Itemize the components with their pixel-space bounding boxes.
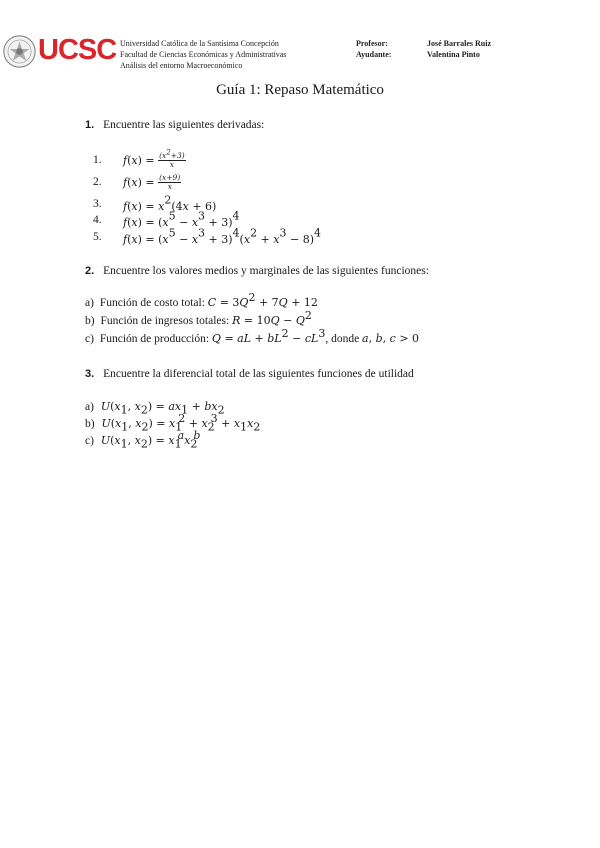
- ayudante-label: Ayudante:: [356, 50, 392, 59]
- item-text: Función de costo total:: [99, 297, 208, 309]
- question-text: Encuentre los valores medios y marginales de las siguientes funciones:: [103, 265, 429, 277]
- institution-block: [120, 38, 286, 71]
- derivative-1: f(x) = $\frac{(x^2+3)}{x}$: [123, 148, 185, 169]
- item-number: 3.: [93, 198, 102, 210]
- profesor-name: José Barrales Ruiz: [427, 39, 491, 48]
- item-suffix: , donde: [325, 333, 363, 345]
- item-label: b): [85, 418, 95, 430]
- utility-b: $U(x_1$, $x_2) = x_1^2 + x_2^3 + x_1x_2$: [101, 412, 261, 434]
- item-label: c): [85, 435, 94, 447]
- list-item: b) Función de ingresos totales: $R = 10Q - Q^2$: [85, 309, 312, 327]
- item-label: a): [85, 401, 94, 413]
- list-item: c) Función de producción: Q = aL + $bL^2 - cL^3$, donde a, b, c > 0: [85, 327, 420, 345]
- item-text: Función de producción:: [99, 333, 212, 345]
- university-name: Universidad Católica de la Santísima Concepción: [120, 39, 279, 48]
- question-number: 1.: [85, 119, 95, 131]
- derivative-2: f(x) = $\frac{(x+9)}{x}$: [123, 172, 181, 191]
- question-number: 3.: [85, 368, 95, 380]
- profesor-label: Profesor:: [356, 39, 388, 48]
- item-text: Función de ingresos totales:: [100, 315, 233, 327]
- question-1: [85, 119, 264, 131]
- list-item: [85, 412, 261, 434]
- list-item: [93, 176, 102, 188]
- list-item: [93, 154, 102, 166]
- university-seal-icon: [3, 35, 36, 68]
- list-item: [93, 214, 102, 226]
- derivative-3: $f(x) = x^2(4x + 6)$: [123, 193, 217, 213]
- list-item: [85, 400, 225, 417]
- question-text: Encuentre la diferencial total de las siguientes funciones de utilidad: [103, 368, 414, 380]
- utility-a: $U(x_1$, $x_2) = ax_1 + bx_2$: [100, 400, 225, 417]
- derivative-5: $f(x) = (x^5 - x^3 + 3)^4(x^2 + x^3 - 8)^4$: [123, 226, 321, 246]
- utility-c: $U(x_1$, $x_2) = x_1^ax_2^b$: [100, 429, 201, 451]
- question-2: [85, 265, 429, 277]
- list-item: [93, 198, 102, 210]
- item-number: 2.: [93, 176, 102, 188]
- staff-names: [427, 38, 491, 60]
- staff-labels: [356, 38, 391, 60]
- item-label: c): [85, 333, 94, 345]
- item-number: 4.: [93, 214, 102, 226]
- item-label: b): [85, 315, 95, 327]
- question-3: [85, 368, 414, 380]
- list-item: [85, 429, 201, 451]
- item-label: a): [85, 297, 94, 309]
- ucsc-logo: UCSC: [38, 34, 117, 66]
- list-item: a) Función de costo total: $C = 3Q^2 + 7Q + 12$: [85, 291, 318, 309]
- course-name: Análisis del entorno Macroeconómico: [120, 61, 243, 70]
- item-number: 5.: [93, 231, 102, 243]
- page-title: Guía 1: Repaso Matemático: [216, 82, 384, 98]
- question-text: Encuentre las siguientes derivadas:: [103, 119, 265, 131]
- item-number: 1.: [93, 154, 102, 166]
- question-number: 2.: [85, 265, 95, 277]
- derivative-4: $f(x) = (x^5 - x^3 + 3)^4$: [123, 209, 240, 229]
- list-item: [93, 231, 102, 243]
- faculty-name: Facultad de Ciencias Económicas y Administrativas: [120, 50, 287, 59]
- ayudante-name: Valentina Pinto: [427, 50, 480, 59]
